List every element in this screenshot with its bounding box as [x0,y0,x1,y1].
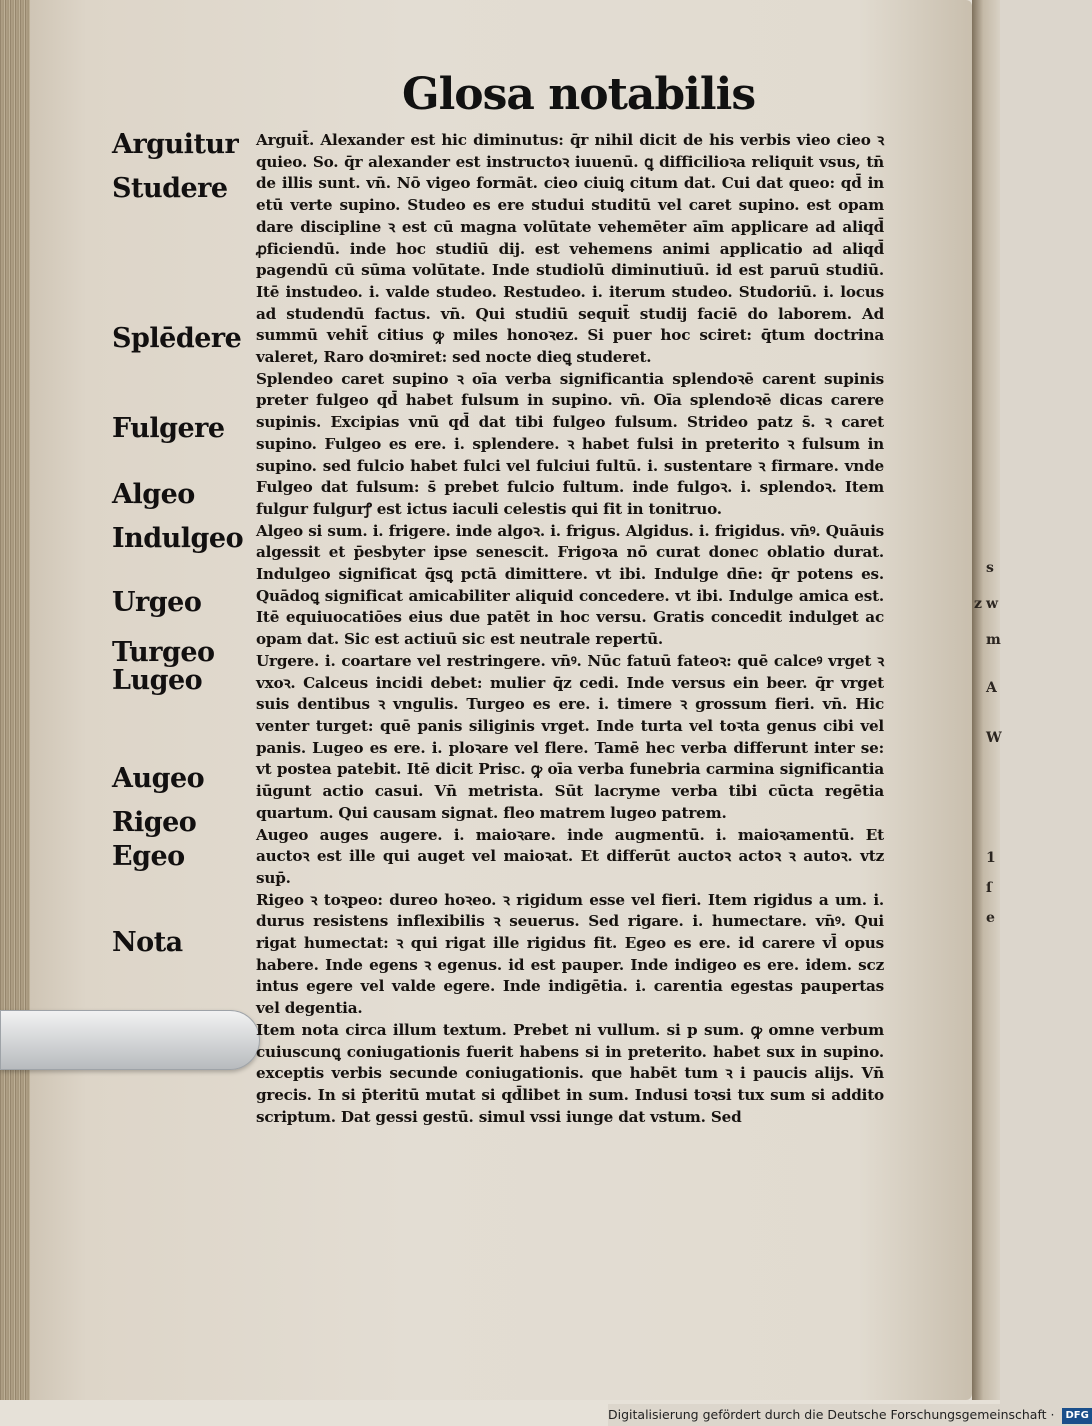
marginal-heading: Urgeo [112,587,202,618]
text-paragraph: Splendeo caret supino ꝛ oīa verba significantia splendoꝛē carent supinis preter fulgeo qd̄ habet fulsum in supino. vn̄. Oīa splendoꝛē dicas carere supinis. Excipias vnū qd̄ dat tibi fulgeo fulsum. Strideo patz s̄. ꝛ caret supino. Fulgeo es ere. i. splendere. ꝛ habet fulsi in preterito ꝛ fulsum in supino. sed fulcio habet fulci vel fulciui fultū. i. sustentare ꝛ firmare. vnde Fulgeo dat fulsum: s̄ prebet fulcio fultum. inde fulgoꝛ. i. splendoꝛ. Item fulgur fulgurꝭ est ictus iaculi celestis qui fit in tonitruo. [256,369,884,518]
marginal-heading: Lugeo [112,665,203,696]
text-paragraph: Augeo auges augere. i. maioꝛare. inde augmentū. i. maioꝛamentū. Et auctoꝛ est ille qui auget vel maioꝛat. Et differūt auctoꝛ actoꝛ ꝛ autoꝛ. vtz sup̄. [256,825,884,887]
facing-page-edge [972,0,1000,1400]
facing-page-fragment: W [986,730,1002,746]
text-paragraph: Rigeo ꝛ toꝛpeo: dureo hoꝛeo. ꝛ rigidum esse vel fieri. Item rigidus a um. i. durus resistens inflexibilis ꝛ seuerus. Sed rigare. i. humectare. vn̄ꝰ. Qui rigat humectat: ꝛ qui rigat ille rigidus fit. Egeo es ere. id carere vl̄ opus habere. Inde egens ꝛ egenus. id est pauper. Inde indigeo es ere. idem. scz intus egere vel valde egere. Inde indigētia. i. carentia egestas paupertas vel degentia. [256,890,884,1018]
facing-page-fragment: m [986,632,1001,648]
credit-text: Digitalisierung gefördert durch die Deutsche Forschungsgemeinschaft · [608,1407,1055,1422]
page-clamp [0,1010,260,1070]
marginal-heading: Egeo [112,841,185,872]
main-text-column [256,130,884,1126]
digitization-credit [608,1404,1089,1426]
text-paragraph: Arguit̄. Alexander est hic diminutus: q̄r nihil dicit de his verbis vieo cieo ꝛ quieo. So. q̄r alexander est instructoꝛ iuuenū. ꝗ difficilioꝛa reliquit vsus, tn̄ de illis sunt. vn̄. Nō vigeo formāt. cieo ciuiꝗ citum dat. Cui dat queo: qd̄ in etū verte supino. Studeo es ere studui studitū vel caret supino. est opam dare discipline ꝛ est cū magna volūtate vehemēter aīm applicare ad aliqd̄ ꝓficiendū. inde hoc studiū dij. est vehemens animi applicatio ad aliqd̄ pagendū cū sūma volūtate. Inde studiolū diminutiuū. id est paruū studiū. Itē instudeo. i. valde studeo. Restudeo. i. iterum studeo. Studoriū. i. locus ad studendū factus. vn̄. Qui studiū sequit̄ studij faciē do laborem. Ad summū vehit̄ citius ꝙ miles honoꝛez. Si puer hoc sciret: q̄tum doctrina valeret, Raro doꝛmiret: sed nocte dieꝗ studeret. [256,131,884,367]
page-title: Glosa notabilis [402,69,756,120]
facing-page-fragment: z [974,596,982,612]
dfg-logo: DFG [1062,1408,1091,1424]
marginal-heading: Fulgere [112,413,225,444]
marginal-heading: Augeo [112,763,205,794]
text-paragraph: Item nota circa illum textum. Prebet ni vullum. si p sum. ꝙ omne verbum cuiuscunꝗ coniugationis fuerit habens si in preterito. habet sux in supino. exceptis verbis secunde coniugationis. que habēt tum ꝛ i paucis alijs. Vn̄ grecis. In si p̄teritū mutat si qd̄libet in sum. Indusi toꝛsi tux sum si addito scriptum. Dat gessi gestū. simul vssi iunge dat vstum. Sed [256,1020,884,1126]
marginal-heading: Nota [112,927,183,958]
text-paragraph: Algeo si sum. i. frigere. inde algoꝛ. i. frigus. Algidus. i. frigidus. vn̄ꝰ. Quāuis algessit et p̄esbyter ipse senescit. Frigoꝛa nō curat donec oblatio durat. Indulgeo significat q̄sꝗ pctā dimittere. vt ibi. Indulge dn̄e: q̄r potens es. Quādoꝗ significat amicabiliter aliquid concedere. vt ibi. Indulge amica est. Itē equiuocatiōes eius due patēt in hoc versu. Gratis concedit indulget ac opam dat. Sic est actiuū sic est neutrale repertū. [256,521,884,649]
marginal-heading: Turgeo [112,637,215,668]
marginal-heading: Splēdere [112,323,242,354]
facing-page-fragment: e [986,910,995,926]
facing-page-fragment: 1 [986,850,996,866]
facing-page-fragment: s [986,560,994,576]
marginal-heading: Studere [112,173,228,204]
facing-page-fragment: ſ [986,880,993,896]
marginal-heading: Rigeo [112,807,197,838]
text-paragraph: Urgere. i. coartare vel restringere. vn̄ꝰ. Nūc fatuū fateoꝛ: quē calceꝰ vrget ꝛ vxoꝛ. Calceus incidi debet: mulier q̄z cedi. Inde versus ein beer. q̄r vrget suis dentibus ꝛ vngulis. Turgeo es ere. i. timere ꝛ grossum fieri. vn̄. Hic venter turget: quē panis siliginis vrget. Inde turta vel toꝛta genus cibi vel panis. Lugeo es ere. i. ploꝛare vel flere. Tamē hec verba differunt inter se: vt postea patebit. Itē dicit Prisc. ꝙ oīa verba funebria carmina significantia iūgunt actio casui. Vn̄ metrista. Sūt lacryme verba tibi cūcta regētia quartum. Qui causam signat. fleo matrem lugeo patrem. [256,651,884,822]
marginal-heading: Algeo [112,479,195,510]
facing-page-fragment: A [986,680,997,696]
marginal-heading: Indulgeo [112,523,244,554]
marginal-heading: Arguitur [112,129,239,160]
facing-page-fragment: w [986,596,999,612]
